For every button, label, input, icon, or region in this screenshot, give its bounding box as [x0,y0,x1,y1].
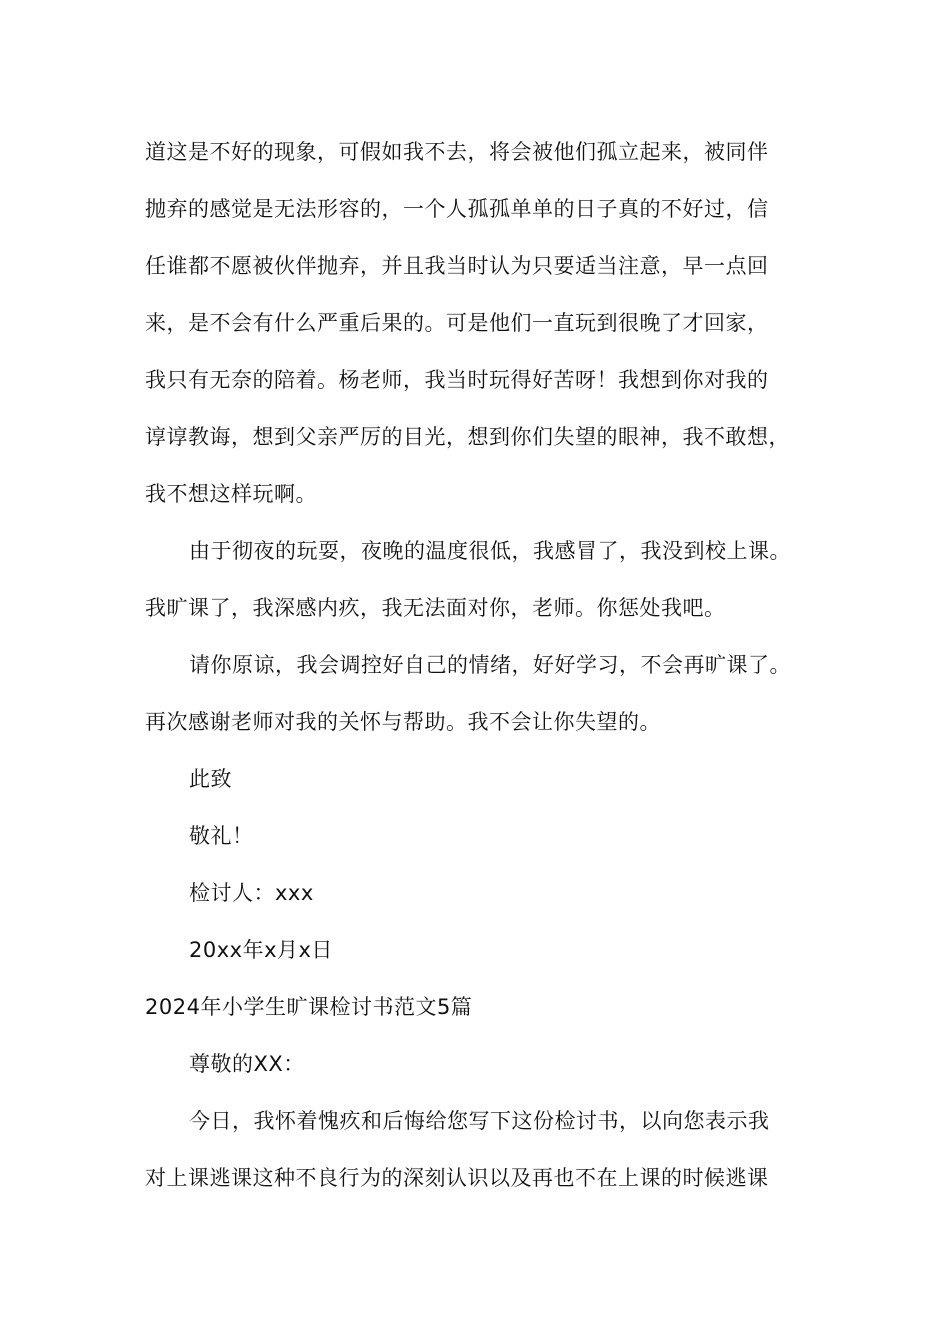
closing-salute: 敬礼！ [189,824,254,848]
text-line: 请你原谅，我会调控好自己的情绪，好好学习，不会再旷课了。 [189,653,791,677]
closing-greeting: 此致 [189,767,232,791]
text-line: 我只有无奈的陪着。杨老师，我当时玩得好苦呀！我想到你对我的 [145,368,769,392]
text-line: 对上课逃课这种不良行为的深刻认识以及再也不在上课的时候逃课 [145,1166,769,1190]
text-line: 任谁都不愿被伙伴抛弃，并且我当时认为只要适当注意，早一点回 [145,254,769,278]
text-line: 道这是不好的现象，可假如我不去，将会被他们孤立起来，被同伴 [145,140,769,164]
text-line: 我不想这样玩啊。 [145,482,317,506]
section-title: 2024年小学生旷课检讨书范文5篇 [145,995,473,1019]
salutation: 尊敬的XX： [189,1052,305,1076]
text-line: 由于彻夜的玩耍，夜晚的温度很低，我感冒了，我没到校上课。 [189,539,791,563]
text-line: 今日，我怀着愧疚和后悔给您写下这份检讨书，以向您表示我 [189,1109,770,1133]
signer: 检讨人：xxx [189,881,314,905]
text-line: 我旷课了，我深感内疚，我无法面对你，老师。你惩处我吧。 [145,596,726,620]
text-line: 谆谆教诲，想到父亲严厉的目光，想到你们失望的眼神，我不敢想， [145,425,790,449]
date: 20xx年x月x日 [189,938,333,962]
text-line: 抛弃的感觉是无法形容的，一个人孤孤单单的日子真的不好过，信 [145,197,769,221]
text-line: 来，是不会有什么严重后果的。可是他们一直玩到很晚了才回家， [145,311,769,335]
text-line: 再次感谢老师对我的关怀与帮助。我不会让你失望的。 [145,710,661,734]
